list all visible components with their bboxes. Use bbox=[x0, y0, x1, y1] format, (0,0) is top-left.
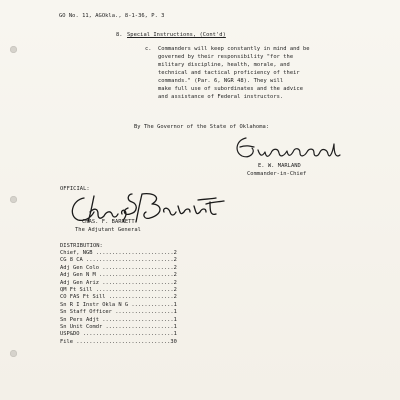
governor-signature bbox=[232, 130, 342, 164]
governor-line: By The Governor of the State of Oklahoma: bbox=[134, 124, 270, 130]
distribution-quantity: 2 bbox=[173, 264, 177, 271]
distribution-addressee: Sn R I Instr Okla N G bbox=[60, 301, 132, 308]
dot-leader: ...................... bbox=[102, 316, 174, 323]
distribution-addressee: Chief, NGB bbox=[60, 250, 96, 256]
distribution-quantity: 1 bbox=[173, 316, 177, 323]
distribution-row bbox=[60, 280, 177, 286]
distribution-addressee: Sn Staff Officer bbox=[60, 309, 116, 316]
distribution-row bbox=[60, 309, 177, 315]
distribution-row bbox=[60, 331, 177, 337]
distribution-quantity: 2 bbox=[173, 294, 177, 301]
distribution-addressee: Sn Unit Comdr bbox=[60, 324, 106, 330]
distribution-addressee: CO FAS Ft Sill bbox=[60, 294, 109, 301]
distribution-addressee: CG 8 CA bbox=[60, 257, 86, 264]
section-number: 8. bbox=[116, 32, 123, 38]
official-title: The Adjutant General bbox=[75, 227, 141, 233]
distribution-row bbox=[60, 302, 177, 308]
dot-leader: ........................... bbox=[85, 257, 174, 264]
para-label: c. bbox=[145, 46, 152, 52]
distribution-quantity: 2 bbox=[173, 279, 177, 286]
distribution-addressee: Sn Pers Adjt bbox=[60, 316, 103, 323]
distribution-quantity: 1 bbox=[173, 309, 177, 316]
distribution-quantity: 2 bbox=[173, 250, 177, 256]
distribution-quantity: 2 bbox=[173, 257, 177, 264]
distribution-row bbox=[60, 317, 177, 323]
distribution-row bbox=[60, 294, 177, 300]
dot-leader: ....................... bbox=[98, 272, 174, 279]
dot-leader: ........................ bbox=[95, 287, 174, 293]
dot-leader: ...................... bbox=[102, 264, 174, 271]
dot-leader: .................. bbox=[115, 309, 174, 316]
distribution-row bbox=[60, 272, 177, 278]
distribution-addressee: File bbox=[60, 338, 77, 345]
distribution-row bbox=[60, 287, 177, 293]
dot-leader: ........................ bbox=[95, 250, 174, 256]
dot-leader: ............. bbox=[131, 301, 174, 308]
distribution-addressee: Adj Gen Colo bbox=[60, 264, 103, 271]
distribution-addressee: USP&DO bbox=[60, 331, 83, 338]
distribution-quantity: 1 bbox=[173, 324, 177, 330]
distribution-quantity: 2 bbox=[173, 287, 177, 293]
punch-hole bbox=[10, 196, 17, 203]
distribution-row bbox=[60, 257, 177, 263]
governor-name: E. W. MARLAND bbox=[258, 163, 301, 169]
distribution-row bbox=[60, 324, 177, 330]
distribution-label: DISTRIBUTION: bbox=[60, 243, 103, 249]
distribution-addressee: QM Ft Sill bbox=[60, 287, 96, 293]
distribution-row bbox=[60, 250, 177, 256]
document-page: GO No. 11, AGOkla., 8-1-36, P. 3 8. Special Instructions, (Cont'd) c. Commanders will keep constantly in mind and be governed by their responsibility "for the military discipline, health, morale, and technical and tactical proficiency of their commands." (Par. 6, NGR 48). They will make full use of subordinates and the advice and assistance of Federal instructors. By The Governor of the State of Oklahoma: E. W. MARLAND Commander-in-Chief OFFICIAL: CHAS. F. BARRETT The Adjutant General DISTRIBUTION: Chief, NGB ........................2 CG 8 CA ...........................2 Adj Gen Colo ......................2 Adj Gen N M .......................2 Adj Gen Ariz ......................2 QM Ft Sill ........................2 CO FAS Ft Sill ....................2 Sn R I Instr Okla N G .............1 Sn Staff Officer ..................1 Sn Pers Adjt ......................1 Sn Unit Comdr .....................1 USP&DO ............................1 File .............................30 bbox=[0, 0, 400, 400]
official-name: CHAS. F. BARRETT bbox=[82, 219, 135, 225]
distribution-row bbox=[60, 265, 177, 271]
distribution-quantity: 1 bbox=[173, 331, 177, 338]
punch-hole bbox=[10, 46, 17, 53]
governor-title: Commander-in-Chief bbox=[247, 171, 307, 177]
distribution-quantity: 1 bbox=[173, 301, 177, 308]
dot-leader: ............................ bbox=[82, 331, 174, 338]
distribution-quantity: 2 bbox=[173, 272, 177, 279]
distribution-row bbox=[60, 339, 177, 345]
dot-leader: ...................... bbox=[102, 279, 174, 286]
section-title: Special Instructions, (Cont'd) bbox=[127, 32, 226, 38]
distribution-quantity: 30 bbox=[170, 338, 177, 345]
dot-leader: ............................. bbox=[76, 338, 171, 345]
dot-leader: ..................... bbox=[105, 324, 174, 330]
header-ref: GO No. 11, AGOkla., 8-1-36, P. 3 bbox=[59, 13, 165, 19]
dot-leader: .................... bbox=[108, 294, 174, 301]
distribution-addressee: Adj Gen Ariz bbox=[60, 279, 103, 286]
distribution-addressee: Adj Gen N M bbox=[60, 272, 99, 279]
punch-hole bbox=[10, 350, 17, 357]
official-label: OFFICIAL: bbox=[60, 186, 90, 192]
